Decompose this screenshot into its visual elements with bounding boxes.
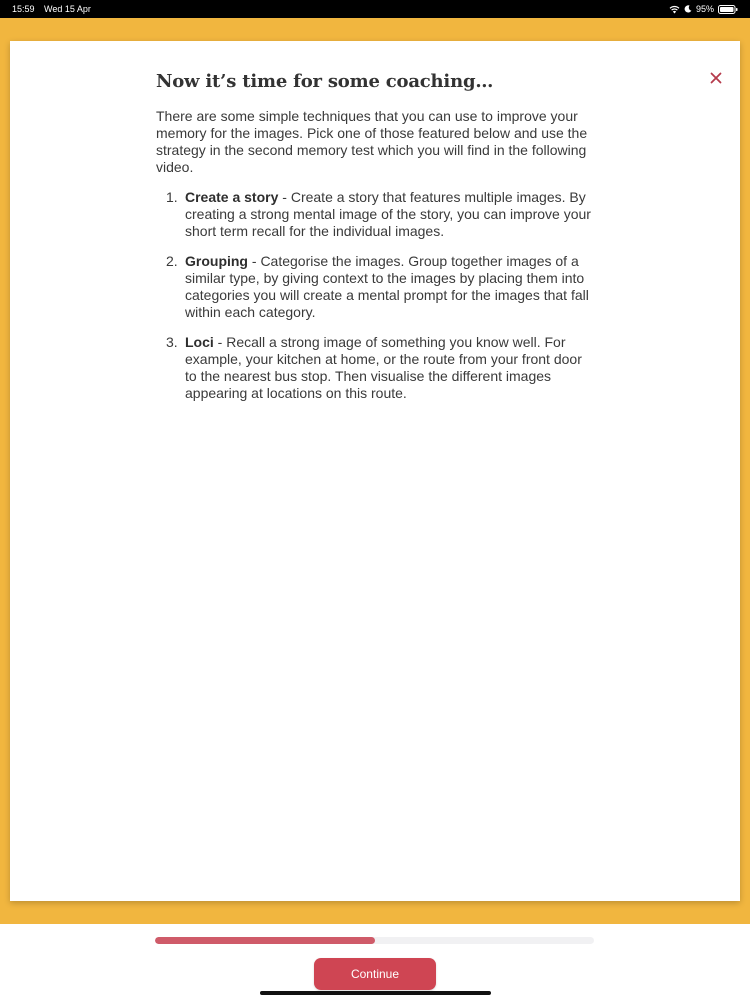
technique-item	[156, 253, 596, 321]
technique-name: Create a story	[185, 189, 279, 205]
continue-button[interactable]: Continue	[314, 958, 436, 990]
technique-number: 3.	[166, 334, 178, 350]
status-date: Wed 15 Apr	[44, 4, 91, 14]
page-title: Now it’s time for some coaching…	[156, 71, 494, 92]
wifi-icon	[669, 5, 680, 14]
technique-item	[156, 189, 596, 240]
progress-fill	[155, 937, 375, 944]
technique-number: 1.	[166, 189, 178, 205]
intro-text: There are some simple techniques that you can use to improve your memory for the images. Pick one of those featured below and use the strategy in the second memory test which you will find in the following video.	[156, 108, 588, 175]
technique-description: - Create a story that features multiple images. By creating a strong mental image of the story, you can improve your short term recall for the individual images.	[185, 189, 591, 239]
technique-name: Grouping	[185, 253, 248, 269]
close-icon	[710, 71, 722, 89]
close-button[interactable]	[702, 66, 730, 94]
technique-item	[156, 334, 596, 402]
technique-number: 2.	[166, 253, 178, 269]
status-time: 15:59	[12, 4, 35, 14]
battery-icon	[718, 5, 738, 14]
status-bar	[0, 0, 750, 18]
technique-list	[156, 189, 596, 415]
battery-percent: 95%	[695, 4, 714, 14]
progress-bar	[155, 937, 594, 944]
home-indicator	[260, 991, 491, 995]
moon-icon	[684, 5, 692, 13]
coaching-card	[10, 41, 740, 901]
technique-description: - Categorise the images. Group together images of a similar type, by giving context to the images by placing them into categories you will create a mental prompt for the images that fall within each category.	[185, 253, 589, 320]
status-indicators	[669, 0, 738, 18]
technique-name: Loci	[185, 334, 214, 350]
technique-description: - Recall a strong image of something you know well. For example, your kitchen at home, or the route from your front door to the nearest bus stop. Then visualise the different images appearing at locations on this route.	[185, 334, 582, 401]
